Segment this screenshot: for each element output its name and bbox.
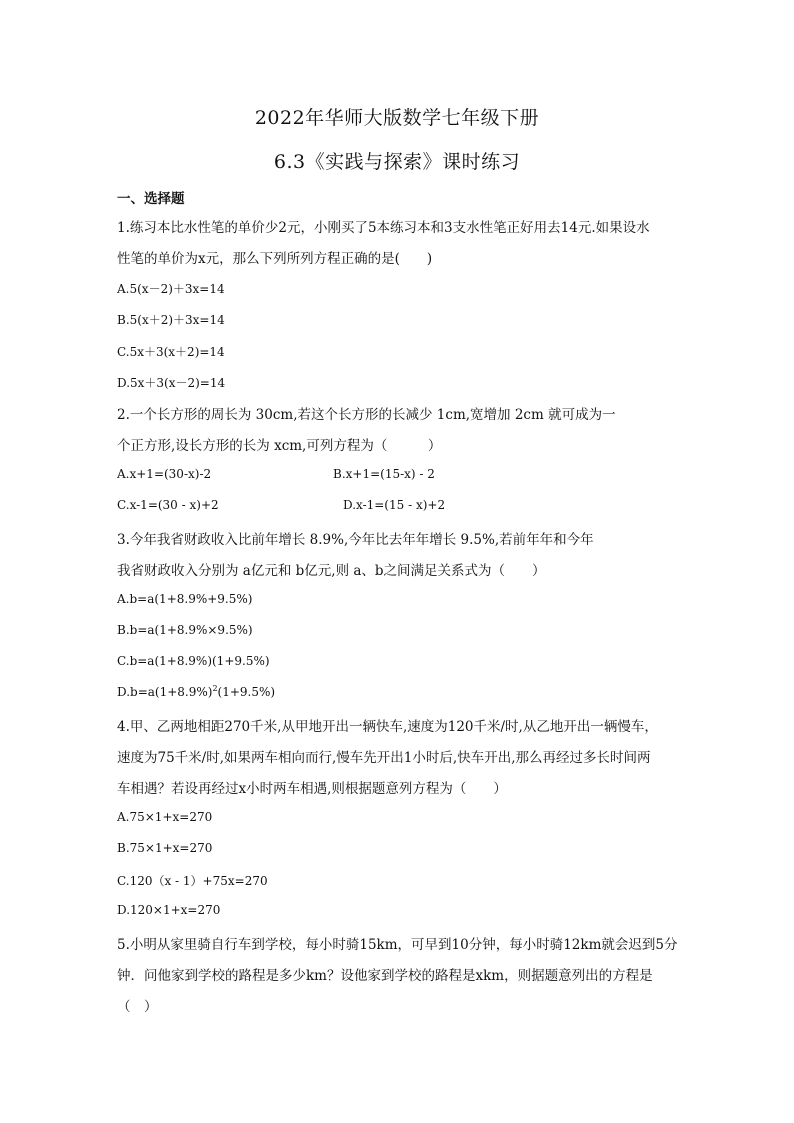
question-1-option-b: B.5(x＋2)＋3x=14 (117, 313, 225, 327)
question-1-line-1: 1.练习本比水性笔的单价少2元，小刚买了5本练习本和3支水性笔正好用去14元.如果设水 (117, 220, 650, 236)
question-5-line-2: 钟．问他家到学校的路程是多少km？设他家到学校的路程是xkm，则据题意列出的方程是 (117, 968, 653, 984)
question-3-option-c: C.b=a(1+8.9%)(1+9.5%) (117, 654, 270, 668)
question-4-option-d: D.120×1+x=270 (117, 903, 221, 917)
section-heading: 一、选择题 (117, 191, 185, 207)
question-4-line-1: 4.甲、乙两地相距270千米,从甲地开出一辆快车,速度为120千米/时,从乙地开出一辆慢车， (117, 719, 658, 735)
question-4-option-b: B.75×1+x=270 (117, 841, 213, 855)
question-2-option-d: D.x-1=(15 - x)+2 (343, 498, 446, 512)
question-4-line-2: 速度为75千米/时,如果两车相向而行,慢车先开出1小时后,快车开出,那么再经过多长时间两 (117, 750, 651, 766)
document-subtitle: 6.3《实践与探索》课时练习 (273, 151, 521, 173)
question-1-option-a: A.5(x－2)＋3x=14 (117, 282, 225, 296)
question-1-option-c: C.5x＋3(x＋2)=14 (117, 345, 225, 359)
question-2-line-1: 2.一个长方形的周长为 30cm,若这个长方形的长减少 1cm,宽增加 2cm 就可成为一 (117, 407, 616, 423)
question-5-line-1: 5.小明从家里骑自行车到学校，每小时骑15km，可早到10分钟，每小时骑12km就会迟到5分 (117, 937, 678, 953)
question-4-option-c: C.120（x - 1）+75x=270 (117, 874, 268, 888)
question-3-line-2: 我省财政收入分别为 a亿元和 b亿元,则 a、b之间满足关系式为（ ） (117, 563, 546, 579)
question-4-option-a: A.75×1+x=270 (117, 810, 213, 824)
question-2-line-2: 个正方形,设长方形的长为 xcm,可列方程为（ ） (117, 438, 442, 454)
question-3-line-1: 3.今年我省财政收入比前年增长 8.9%,今年比去年年增长 9.5%,若前年年和今年 (117, 532, 594, 548)
question-3-option-d (117, 685, 275, 699)
question-2-option-c: C.x-1=(30 - x)+2 (117, 498, 219, 512)
question-2-option-b: B.x+1=(15-x) - 2 (333, 467, 435, 481)
question-4-line-3: 车相遇？若设再经过x小时两车相遇,则根据题意列方程为（ ） (117, 781, 507, 797)
question-5-line-3: （ ） (117, 999, 158, 1015)
question-1-line-2: 性笔的单价为x元，那么下列所列方程正确的是( ) (117, 251, 433, 267)
question-3-option-b: B.b=a(1+8.9%×9.5%) (117, 623, 253, 637)
question-3-option-d-rest: (1+9.5%) (217, 685, 276, 699)
document-title: 2022年华师大版数学七年级下册 (254, 107, 540, 129)
question-3-option-d-exponent: 2 (212, 684, 218, 693)
question-3-option-a: A.b=a(1+8.9%+9.5%) (117, 592, 253, 606)
question-1-option-d: D.5x＋3(x－2)=14 (117, 376, 226, 390)
question-3-option-d-base: D.b=a(1+8.9%) (117, 685, 213, 699)
question-2-option-a: A.x+1=(30-x)-2 (117, 467, 212, 481)
